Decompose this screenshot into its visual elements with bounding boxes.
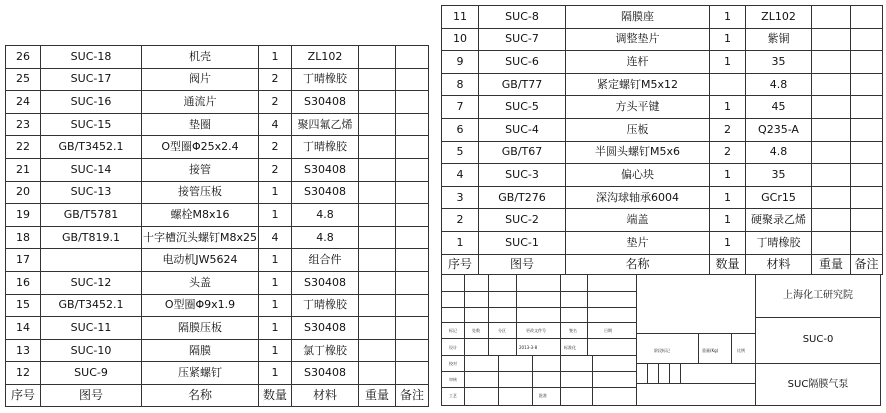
check-label: 校对 <box>449 361 457 366</box>
table-row <box>6 317 429 340</box>
table-cell: 3 <box>442 186 479 209</box>
table-cell: 1 <box>259 339 292 362</box>
table-cell <box>812 209 851 232</box>
column-header: 名称 <box>566 254 710 274</box>
table-cell: 1 <box>259 181 292 204</box>
table-cell: 6 <box>442 118 479 141</box>
table-cell: ZL102 <box>746 6 812 29</box>
table-cell <box>396 317 429 340</box>
table-cell: 1 <box>442 231 479 254</box>
table-cell: SUC-4 <box>479 118 566 141</box>
sign-label: 签名 <box>569 328 577 333</box>
table-cell: 1 <box>710 6 746 29</box>
table-cell <box>851 96 883 119</box>
table-cell: GCr15 <box>746 186 812 209</box>
column-header: 材料 <box>746 254 812 274</box>
table-header-row <box>6 384 429 406</box>
table-cell: 硬聚录乙烯 <box>746 209 812 232</box>
table-cell: S30408 <box>292 91 359 114</box>
table-cell: 机壳 <box>142 46 259 69</box>
table-cell: 2 <box>259 91 292 114</box>
mark-label: 标记 <box>449 328 457 333</box>
table-cell: 丁晴橡胶 <box>292 136 359 159</box>
table-cell: 16 <box>6 271 41 294</box>
column-header: 重量 <box>812 254 851 274</box>
table-cell: S30408 <box>292 362 359 385</box>
table-cell: SUC-13 <box>41 181 142 204</box>
table-cell: 螺栓M8x16 <box>142 204 259 227</box>
table-cell: 13 <box>6 339 41 362</box>
table-row <box>6 204 429 227</box>
table-cell: 7 <box>442 96 479 119</box>
table-cell: S30408 <box>292 317 359 340</box>
table-cell: 2 <box>710 141 746 164</box>
table-cell: 阀片 <box>142 68 259 91</box>
table-cell: 1 <box>710 96 746 119</box>
table-cell: 1 <box>259 317 292 340</box>
table-cell: 1 <box>710 231 746 254</box>
table-cell <box>396 339 429 362</box>
table-cell <box>812 51 851 74</box>
table-cell <box>396 226 429 249</box>
table-cell: 通流片 <box>142 91 259 114</box>
table-cell: 1 <box>259 271 292 294</box>
table-cell <box>359 46 396 69</box>
table-cell: 半圆头螺钉M5x6 <box>566 141 710 164</box>
table-cell <box>851 73 883 96</box>
column-header: 图号 <box>41 384 142 406</box>
table-cell: SUC-5 <box>479 96 566 119</box>
table-cell <box>396 204 429 227</box>
table-cell: 15 <box>6 294 41 317</box>
table-cell: 4.8 <box>746 73 812 96</box>
table-cell: 25 <box>6 68 41 91</box>
column-header: 名称 <box>142 384 259 406</box>
table-row <box>442 6 883 29</box>
table-cell: 26 <box>6 46 41 69</box>
table-cell <box>396 91 429 114</box>
table-cell: S30408 <box>292 271 359 294</box>
table-cell: 偏心块 <box>566 164 710 187</box>
table-row <box>6 136 429 159</box>
table-cell <box>851 231 883 254</box>
table-cell: 接管压板 <box>142 181 259 204</box>
table-row <box>6 158 429 181</box>
table-row <box>442 51 883 74</box>
table-cell: 连杆 <box>566 51 710 74</box>
column-header: 数量 <box>259 384 292 406</box>
table-cell: 4.8 <box>746 141 812 164</box>
table-cell: O型圈Φ9x1.9 <box>142 294 259 317</box>
table-cell: 2 <box>259 136 292 159</box>
column-header: 备注 <box>396 384 429 406</box>
table-cell: SUC-12 <box>41 271 142 294</box>
table-cell: 紧定螺钉M5x12 <box>566 73 710 96</box>
table-cell <box>359 204 396 227</box>
table-cell: 2 <box>442 209 479 232</box>
parts-list-left <box>5 45 429 407</box>
table-cell: 24 <box>6 91 41 114</box>
table-cell: GB/T67 <box>479 141 566 164</box>
table-cell: 1 <box>710 209 746 232</box>
table-cell: GB/T77 <box>479 73 566 96</box>
table-cell <box>851 209 883 232</box>
table-row <box>6 339 429 362</box>
table-cell <box>812 141 851 164</box>
table-cell <box>396 294 429 317</box>
table-cell: 1 <box>259 204 292 227</box>
table-cell: 8 <box>442 73 479 96</box>
table-cell: 9 <box>442 51 479 74</box>
table-cell: 丁晴橡胶 <box>292 68 359 91</box>
table-cell: 1 <box>710 164 746 187</box>
weight-label: 重量(Kg) <box>702 348 719 353</box>
table-cell: 35 <box>746 51 812 74</box>
table-cell: 1 <box>710 28 746 51</box>
table-cell: 10 <box>442 28 479 51</box>
product-name: SUC隔膜气泵 <box>787 379 849 390</box>
table-row <box>442 28 883 51</box>
table-row <box>442 118 883 141</box>
standardize-label: 标准化 <box>564 345 576 350</box>
column-header: 重量 <box>359 384 396 406</box>
table-row <box>442 231 883 254</box>
design-date: 2013-3-8 <box>519 345 538 350</box>
parts-list-right <box>441 5 883 275</box>
table-cell <box>851 118 883 141</box>
table-cell: 深沟球轴承6004 <box>566 186 710 209</box>
table-cell: GB/T276 <box>479 186 566 209</box>
table-cell <box>359 294 396 317</box>
table-cell: 4.8 <box>292 204 359 227</box>
table-cell <box>812 118 851 141</box>
table-cell: 4.8 <box>292 226 359 249</box>
table-cell: SUC-6 <box>479 51 566 74</box>
table-row <box>6 91 429 114</box>
table-cell: 4 <box>259 113 292 136</box>
table-cell <box>396 158 429 181</box>
column-header: 材料 <box>292 384 359 406</box>
table-cell: 调整垫片 <box>566 28 710 51</box>
table-cell <box>396 362 429 385</box>
table-cell: GB/T3452.1 <box>41 294 142 317</box>
table-row <box>6 226 429 249</box>
table-cell: GB/T819.1 <box>41 226 142 249</box>
date-label: 日期 <box>604 328 612 333</box>
table-row <box>6 46 429 69</box>
table-cell: GB/T3452.1 <box>41 136 142 159</box>
table-cell <box>812 186 851 209</box>
table-cell: 2 <box>259 158 292 181</box>
table-cell: 1 <box>259 362 292 385</box>
table-row <box>6 249 429 272</box>
table-cell <box>812 231 851 254</box>
institute-name: 上海化工研究院 <box>783 290 853 301</box>
table-cell <box>710 73 746 96</box>
table-cell: SUC-15 <box>41 113 142 136</box>
table-cell: 头盖 <box>142 271 259 294</box>
table-cell: 电动机JW5624 <box>142 249 259 272</box>
table-cell: 22 <box>6 136 41 159</box>
table-cell <box>851 186 883 209</box>
table-cell <box>812 164 851 187</box>
table-cell <box>41 249 142 272</box>
column-header: 序号 <box>6 384 41 406</box>
table-cell: S30408 <box>292 181 359 204</box>
table-cell: SUC-17 <box>41 68 142 91</box>
table-cell: 压紧螺钉 <box>142 362 259 385</box>
table-row <box>442 209 883 232</box>
table-cell: SUC-16 <box>41 91 142 114</box>
table-cell: 聚四氟乙烯 <box>292 113 359 136</box>
table-cell <box>359 362 396 385</box>
drawing-number: SUC-0 <box>802 334 834 345</box>
table-cell <box>851 141 883 164</box>
table-cell: 丁晴橡胶 <box>292 294 359 317</box>
table-cell: 组合件 <box>292 249 359 272</box>
table-cell <box>359 249 396 272</box>
table-cell <box>359 136 396 159</box>
title-block <box>441 274 881 406</box>
approve-label: 批准 <box>539 393 547 398</box>
process-label: 工艺 <box>449 393 457 398</box>
table-cell: 18 <box>6 226 41 249</box>
count-label: 处数 <box>472 328 480 333</box>
table-cell <box>359 317 396 340</box>
table-cell <box>812 6 851 29</box>
table-cell: 端盖 <box>566 209 710 232</box>
table-cell <box>359 158 396 181</box>
table-cell: 压板 <box>566 118 710 141</box>
table-cell: 1 <box>259 294 292 317</box>
table-cell: 21 <box>6 158 41 181</box>
zone-label: 分区 <box>498 328 506 333</box>
column-header: 图号 <box>479 254 566 274</box>
table-cell <box>359 181 396 204</box>
table-cell: 方头平键 <box>566 96 710 119</box>
table-cell: GB/T5781 <box>41 204 142 227</box>
table-cell: 隔膜 <box>142 339 259 362</box>
table-row <box>6 113 429 136</box>
table-cell: 45 <box>746 96 812 119</box>
table-row <box>442 186 883 209</box>
table-cell: SUC-11 <box>41 317 142 340</box>
table-cell: 垫圈 <box>142 113 259 136</box>
table-cell: 垫片 <box>566 231 710 254</box>
table-cell: Q235-A <box>746 118 812 141</box>
table-cell: 20 <box>6 181 41 204</box>
table-cell <box>812 96 851 119</box>
table-row <box>442 96 883 119</box>
table-cell: SUC-18 <box>41 46 142 69</box>
table-row <box>442 73 883 96</box>
table-cell: 隔膜座 <box>566 6 710 29</box>
table-row <box>442 164 883 187</box>
change-doc-label: 更改文件号 <box>526 328 546 333</box>
table-row <box>6 271 429 294</box>
table-cell: 隔膜压板 <box>142 317 259 340</box>
table-cell: 23 <box>6 113 41 136</box>
review-label: 审核 <box>449 377 457 382</box>
table-cell <box>396 249 429 272</box>
table-cell: 17 <box>6 249 41 272</box>
table-cell: 2 <box>710 118 746 141</box>
table-cell: 1 <box>710 51 746 74</box>
table-cell: 5 <box>442 141 479 164</box>
scale-label: 比例 <box>737 348 745 353</box>
table-row <box>6 68 429 91</box>
table-cell: SUC-8 <box>479 6 566 29</box>
table-cell <box>396 68 429 91</box>
table-row <box>6 294 429 317</box>
table-cell <box>396 113 429 136</box>
table-cell: ZL102 <box>292 46 359 69</box>
table-header-row <box>442 254 883 274</box>
column-header: 数量 <box>710 254 746 274</box>
table-cell <box>851 51 883 74</box>
table-cell: 十字槽沉头螺钉M8x25 <box>142 226 259 249</box>
column-header: 备注 <box>851 254 883 274</box>
table-cell <box>396 271 429 294</box>
table-cell: 紫铜 <box>746 28 812 51</box>
table-cell: 1 <box>710 186 746 209</box>
table-cell <box>851 164 883 187</box>
stage-mark-label: 阶段标记 <box>654 348 670 353</box>
table-cell: 11 <box>442 6 479 29</box>
table-cell <box>851 28 883 51</box>
column-header: 序号 <box>442 254 479 274</box>
table-cell <box>359 339 396 362</box>
table-cell: SUC-3 <box>479 164 566 187</box>
table-cell <box>359 91 396 114</box>
table-cell <box>359 113 396 136</box>
table-cell: 19 <box>6 204 41 227</box>
table-cell <box>359 226 396 249</box>
table-cell: SUC-7 <box>479 28 566 51</box>
table-cell <box>396 181 429 204</box>
design-label: 设计 <box>449 345 457 350</box>
table-cell <box>812 28 851 51</box>
table-cell <box>359 271 396 294</box>
table-cell: 2 <box>259 68 292 91</box>
table-cell: O型圈Φ25x2.4 <box>142 136 259 159</box>
table-cell: SUC-2 <box>479 209 566 232</box>
table-cell: 接管 <box>142 158 259 181</box>
table-cell: SUC-9 <box>41 362 142 385</box>
table-cell: 14 <box>6 317 41 340</box>
table-cell <box>359 68 396 91</box>
table-cell <box>851 6 883 29</box>
table-cell: 1 <box>259 249 292 272</box>
table-row <box>442 141 883 164</box>
table-cell <box>396 46 429 69</box>
table-cell: SUC-1 <box>479 231 566 254</box>
table-cell: 4 <box>442 164 479 187</box>
table-cell: 35 <box>746 164 812 187</box>
table-row <box>6 181 429 204</box>
table-row <box>6 362 429 385</box>
table-cell <box>396 136 429 159</box>
table-cell: 1 <box>259 46 292 69</box>
table-cell <box>812 73 851 96</box>
table-cell: S30408 <box>292 158 359 181</box>
table-cell: 4 <box>259 226 292 249</box>
table-cell: SUC-10 <box>41 339 142 362</box>
table-cell: 丁晴橡胶 <box>746 231 812 254</box>
table-cell: 12 <box>6 362 41 385</box>
table-cell: 氯丁橡胶 <box>292 339 359 362</box>
table-cell: SUC-14 <box>41 158 142 181</box>
